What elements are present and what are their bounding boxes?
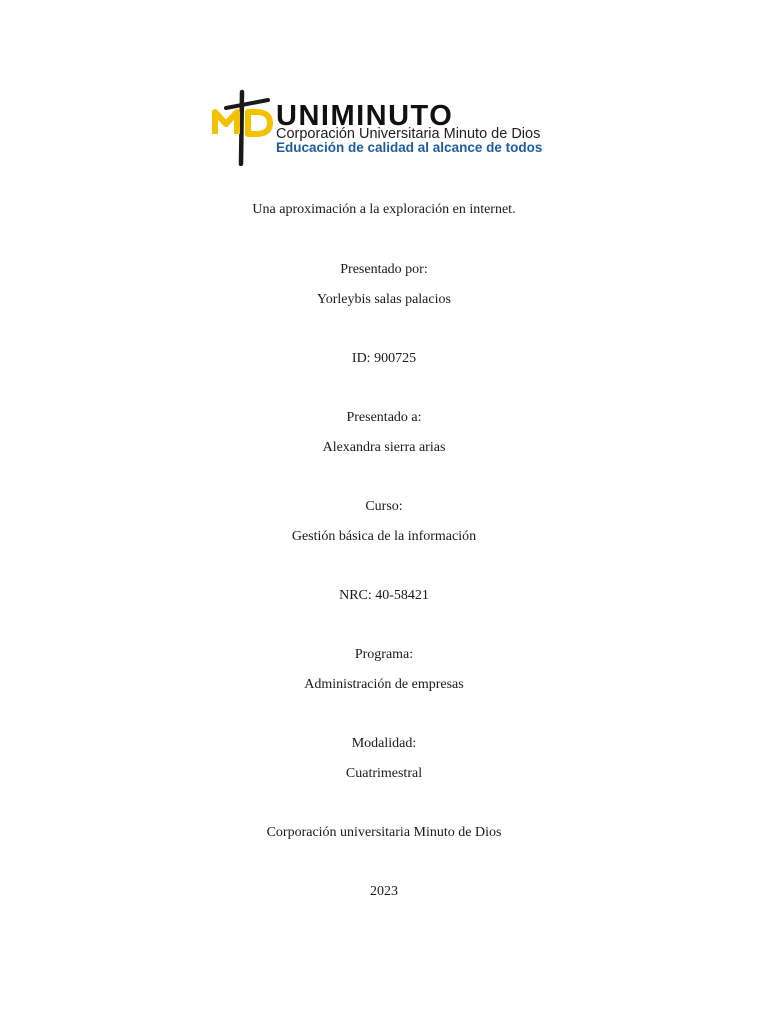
teacher-name: Alexandra sierra arias bbox=[322, 440, 446, 455]
document-title: Una aproximación a la exploración en internet. bbox=[252, 202, 516, 217]
nrc-line: NRC: 40-58421 bbox=[339, 588, 429, 603]
presented-to-label: Presentado a: bbox=[346, 410, 422, 425]
logo-wordmark: UNIMINUTO bbox=[276, 100, 454, 132]
md-cross-emblem-icon bbox=[212, 88, 276, 166]
author-name: Yorleybis salas palacios bbox=[317, 292, 451, 307]
logo-tagline: Educación de calidad al alcance de todos bbox=[276, 140, 543, 155]
student-id: ID: 900725 bbox=[351, 351, 417, 366]
modality-value: Cuatrimestral bbox=[345, 766, 423, 781]
course-label: Curso: bbox=[365, 499, 403, 514]
logo-subtitle: Corporación Universitaria Minuto de Dios bbox=[276, 126, 541, 142]
presented-by-label: Presentado por: bbox=[340, 262, 428, 277]
program-name: Administración de empresas bbox=[304, 677, 464, 692]
program-label: Programa: bbox=[354, 647, 414, 662]
institution-name: Corporación universitaria Minuto de Dios bbox=[266, 825, 502, 840]
modality-label: Modalidad: bbox=[351, 736, 417, 751]
uniminuto-logo bbox=[212, 88, 557, 166]
course-name: Gestión básica de la información bbox=[291, 529, 477, 544]
document-year: 2023 bbox=[370, 884, 398, 899]
